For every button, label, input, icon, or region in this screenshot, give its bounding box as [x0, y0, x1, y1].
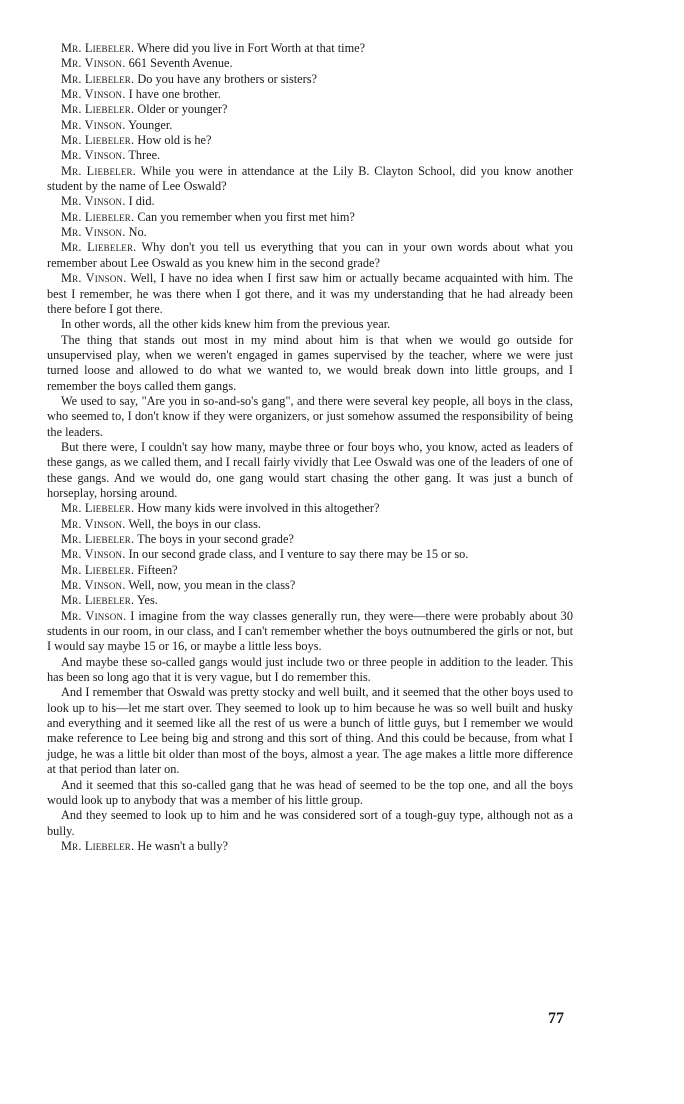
paragraph-text: In other words, all the other kids knew him from the previous year.	[61, 317, 391, 332]
speaker-name: Mr. Liebeler.	[61, 501, 135, 516]
testimony-paragraph	[47, 164, 573, 195]
testimony-paragraph	[47, 532, 573, 547]
speaker-name: Mr. Vinson.	[61, 194, 126, 209]
paragraph-text: I have one brother.	[125, 87, 221, 102]
speaker-name: Mr. Liebeler.	[61, 71, 135, 86]
speaker-name: Mr. Liebeler.	[61, 838, 135, 853]
testimony-paragraph	[47, 225, 573, 240]
testimony-paragraph	[47, 333, 573, 394]
speaker-name: Mr. Vinson.	[61, 148, 126, 163]
speaker-name: Mr. Vinson.	[61, 516, 126, 531]
paragraph-text: Do you have any brothers or sisters?	[134, 71, 317, 86]
testimony-paragraph	[47, 839, 573, 854]
paragraph-text: I did.	[125, 194, 155, 209]
testimony-paragraph	[47, 41, 573, 56]
paragraph-text: Well, now, you mean in the class?	[125, 578, 296, 593]
paragraph-text: In our second grade class, and I venture to say there may be 15 or so.	[125, 547, 469, 562]
speaker-name: Mr. Vinson.	[61, 547, 126, 562]
speaker-name: Mr. Vinson.	[61, 56, 126, 71]
testimony-paragraph	[47, 501, 573, 516]
testimony-paragraph	[47, 118, 573, 133]
speaker-name: Mr. Liebeler.	[61, 562, 135, 577]
testimony-paragraph	[47, 655, 573, 686]
testimony-paragraph	[47, 440, 573, 501]
paragraph-text: Yes.	[134, 593, 158, 608]
testimony-paragraph	[47, 56, 573, 71]
speaker-name: Mr. Vinson.	[61, 578, 126, 593]
paragraph-text: And they seemed to look up to him and he was considered sort of a tough-guy type, although not as a bully.	[47, 808, 573, 838]
testimony-paragraph	[47, 194, 573, 209]
testimony-paragraph	[47, 87, 573, 102]
testimony-paragraph	[47, 148, 573, 163]
testimony-paragraph	[47, 72, 573, 87]
paragraph-text: Well, the boys in our class.	[125, 516, 261, 531]
paragraph-text: Three.	[125, 148, 161, 163]
testimony-paragraph	[47, 102, 573, 117]
paragraph-text: The thing that stands out most in my mind about him is that when we would go outside for unsupervised play, when we weren't engaged in games supervised by the teacher, where we were just turned loose and allowed to do what we wanted to, we would break down into little groups, and I remember the boys called them gangs.	[47, 332, 573, 393]
paragraph-text: Younger.	[125, 117, 173, 132]
speaker-name: Mr. Liebeler.	[61, 163, 137, 178]
paragraph-text: 661 Seventh Avenue.	[125, 56, 233, 71]
speaker-name: Mr. Vinson.	[61, 608, 127, 623]
speaker-name: Mr. Vinson.	[61, 225, 126, 240]
testimony-paragraph	[47, 578, 573, 593]
testimony-paragraph	[47, 394, 573, 440]
speaker-name: Mr. Liebeler.	[61, 133, 135, 148]
speaker-name: Mr. Liebeler.	[61, 532, 135, 546]
paragraph-text: Why don't you tell us everything that you can in your own words about what you remember about Lee Oswald as you knew him in the second grade?	[47, 240, 573, 270]
paragraph-text: Older or younger?	[134, 102, 228, 117]
paragraph-text: He wasn't a bully?	[134, 838, 228, 853]
testimony-paragraph	[47, 317, 573, 332]
testimony-paragraph	[47, 808, 573, 839]
paragraph-text: And I remember that Oswald was pretty stocky and well built, and it seemed that the other boys used to look up to his—let me start over. They seemed to look up to him because he was so well built and husky and everything and it seemed like all the rest of us were a bunch of little guys, but I remember we would make reference to Lee being big and strong and this sort of thing. And this could be because, from what I judge, he was a little bit older than most of the boys, almost a year. The age makes a little more difference at that period than later on.	[47, 685, 573, 777]
paragraph-text: Well, I have no idea when I first saw him or actually became acquainted with him. The best I remember, he was there when I got there, and it was my understanding that he had already been there before I got there.	[47, 271, 573, 316]
testimony-text	[47, 41, 573, 854]
speaker-name: Mr. Liebeler.	[61, 209, 135, 224]
page-number: 77	[548, 1010, 564, 1027]
paragraph-text: And it seemed that this so-called gang that he was head of seemed to be the top one, and all the boys would look up to anybody that was a member of his little group.	[47, 777, 573, 807]
speaker-name: Mr. Liebeler.	[61, 41, 135, 55]
paragraph-text: And maybe these so-called gangs would just include two or three people in addition to the leader. This has been so long ago that it is very vague, but I do remember this.	[47, 654, 573, 685]
testimony-paragraph	[47, 271, 573, 317]
testimony-paragraph	[47, 609, 573, 655]
paragraph-text: We used to say, "Are you in so-and-so's gang", and there were several key people, all boys in the class, who seemed to, I don't know if they were organizers, or just somehow assumed the responsibility of being the leaders.	[47, 393, 573, 439]
speaker-name: Mr. Vinson.	[61, 271, 127, 286]
testimony-paragraph	[47, 778, 573, 809]
speaker-name: Mr. Vinson.	[61, 87, 126, 102]
speaker-name: Mr. Liebeler.	[61, 240, 137, 255]
testimony-paragraph	[47, 240, 573, 271]
speaker-name: Mr. Liebeler.	[61, 102, 135, 117]
testimony-paragraph	[47, 133, 573, 148]
testimony-paragraph	[47, 563, 573, 578]
paragraph-text: I imagine from the way classes generally run, they were—there were probably about 30 students in our room, in our class, and I can't remember whether the boys outnumbered the girls or not, but I would say maybe 15 or 16, or maybe a little less boys.	[47, 608, 573, 654]
speaker-name: Mr. Liebeler.	[61, 593, 135, 608]
paragraph-text: How many kids were involved in this altogether?	[134, 501, 380, 516]
testimony-paragraph	[47, 685, 573, 777]
testimony-paragraph	[47, 593, 573, 608]
paragraph-text: No.	[125, 225, 147, 240]
paragraph-text: Fifteen?	[134, 562, 178, 577]
testimony-paragraph	[47, 547, 573, 562]
paragraph-text: Can you remember when you first met him?	[134, 209, 355, 224]
paragraph-text: Where did you live in Fort Worth at that time?	[134, 41, 366, 55]
testimony-paragraph	[47, 210, 573, 225]
paragraph-text: While you were in attendance at the Lily B. Clayton School, did you know another student by the name of Lee Oswald?	[47, 163, 573, 194]
paragraph-text: The boys in your second grade?	[134, 532, 294, 546]
speaker-name: Mr. Vinson.	[61, 117, 126, 132]
paragraph-text: How old is he?	[134, 133, 212, 148]
paragraph-text: But there were, I couldn't say how many, maybe three or four boys who, you know, acted as leaders of these gangs, as we called them, and I recall fairly vividly that Lee Oswald was one of the leaders of one of these gangs. And we would do, one gang would start chasing the other gang. It was just a bunch of horseplay, horsing around.	[47, 439, 573, 500]
testimony-paragraph	[47, 517, 573, 532]
